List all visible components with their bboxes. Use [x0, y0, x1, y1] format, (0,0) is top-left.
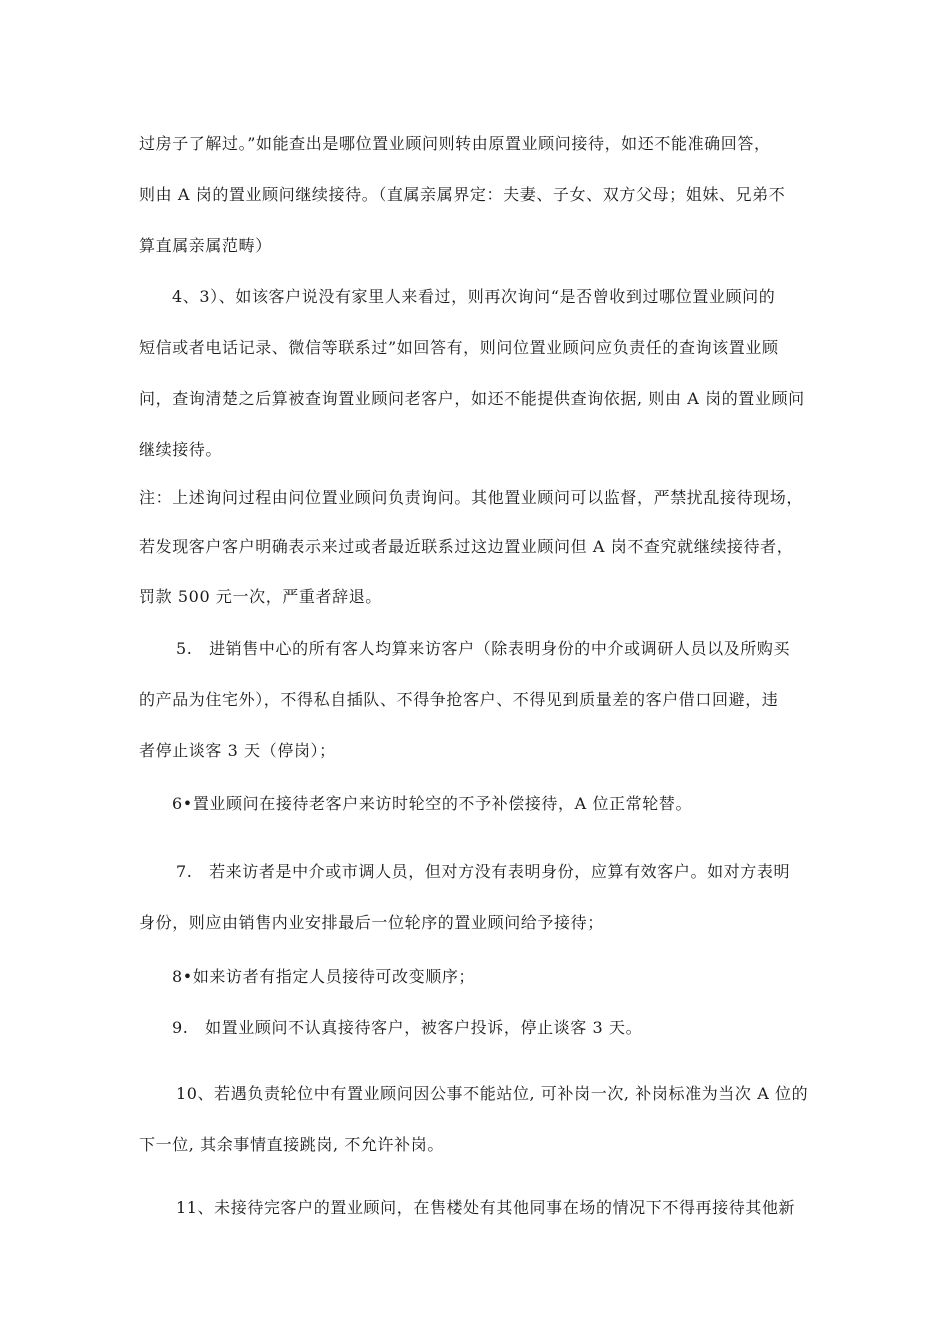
- note-line: 罚款 500 元一次，严重者辞退。: [139, 587, 382, 606]
- text-line: 下一位, 其余事情直接跳岗, 不允许补岗。: [139, 1135, 444, 1154]
- text-line: 短信或者电话记录、微信等联系过”如回答有，则问位置业顾问应负责任的查询该置业顾: [139, 338, 779, 357]
- text-line: 11、未接待完客户的置业顾问，在售楼处有其他同事在场的情况下不得再接待其他新: [176, 1198, 796, 1217]
- text-line: 10、若遇负责轮位中有置业顾问因公事不能站位, 可补岗一次, 补岗标准为当次 A 位的: [176, 1084, 809, 1103]
- text-line: 问，查询清楚之后算被查询置业顾问老客户，如还不能提供查询依据, 则由 A 岗的置业顾问: [139, 389, 805, 408]
- text-line: 则由 A 岗的置业顾问继续接待。（直属亲属界定：夫妻、子女、双方父母；姐妹、兄弟不: [139, 185, 786, 204]
- text-line: 过房子了解过。”如能查出是哪位置业顾问则转由原置业顾问接待，如还不能准确回答，: [139, 134, 771, 153]
- text-line: 6•置业顾问在接待老客户来访时轮空的不予补偿接待，A 位正常轮替。: [172, 794, 693, 813]
- text-line: 8•如来访者有指定人员接待可改变顺序；: [172, 967, 476, 986]
- note-line: 注：上述询问过程由问位置业顾问负责询问。其他置业顾问可以监督，严禁扰乱接待现场，: [139, 488, 804, 507]
- note-line: 若发现客户客户明确表示来过或者最近联系过这边置业顾问但 A 岗不查究就继续接待者，: [139, 537, 794, 556]
- text-line: 7. 若来访者是中介或市调人员，但对方没有表明身份，应算有效客户。如对方表明: [176, 862, 791, 881]
- text-line: 继续接待。: [139, 440, 223, 459]
- text-line: 9. 如置业顾问不认真接待客户，被客户投诉，停止谈客 3 天。: [172, 1018, 643, 1037]
- text-line: 4、3）、如该客户说没有家里人来看过，则再次询问“是否曾收到过哪位置业顾问的: [172, 287, 776, 306]
- text-line: 的产品为住宅外），不得私自插队、不得争抢客户、不得见到质量差的客户借口回避，违: [139, 690, 779, 709]
- text-line: 身份，则应由销售内业安排最后一位轮序的置业顾问给予接待；: [139, 913, 604, 932]
- text-line: 算直属亲属范畴）: [139, 236, 272, 255]
- text-line: 5. 进销售中心的所有客人均算来访客户（除表明身份的中介或调研人员以及所购买: [176, 639, 791, 658]
- text-line: 者停止谈客 3 天（停岗）；: [139, 741, 336, 760]
